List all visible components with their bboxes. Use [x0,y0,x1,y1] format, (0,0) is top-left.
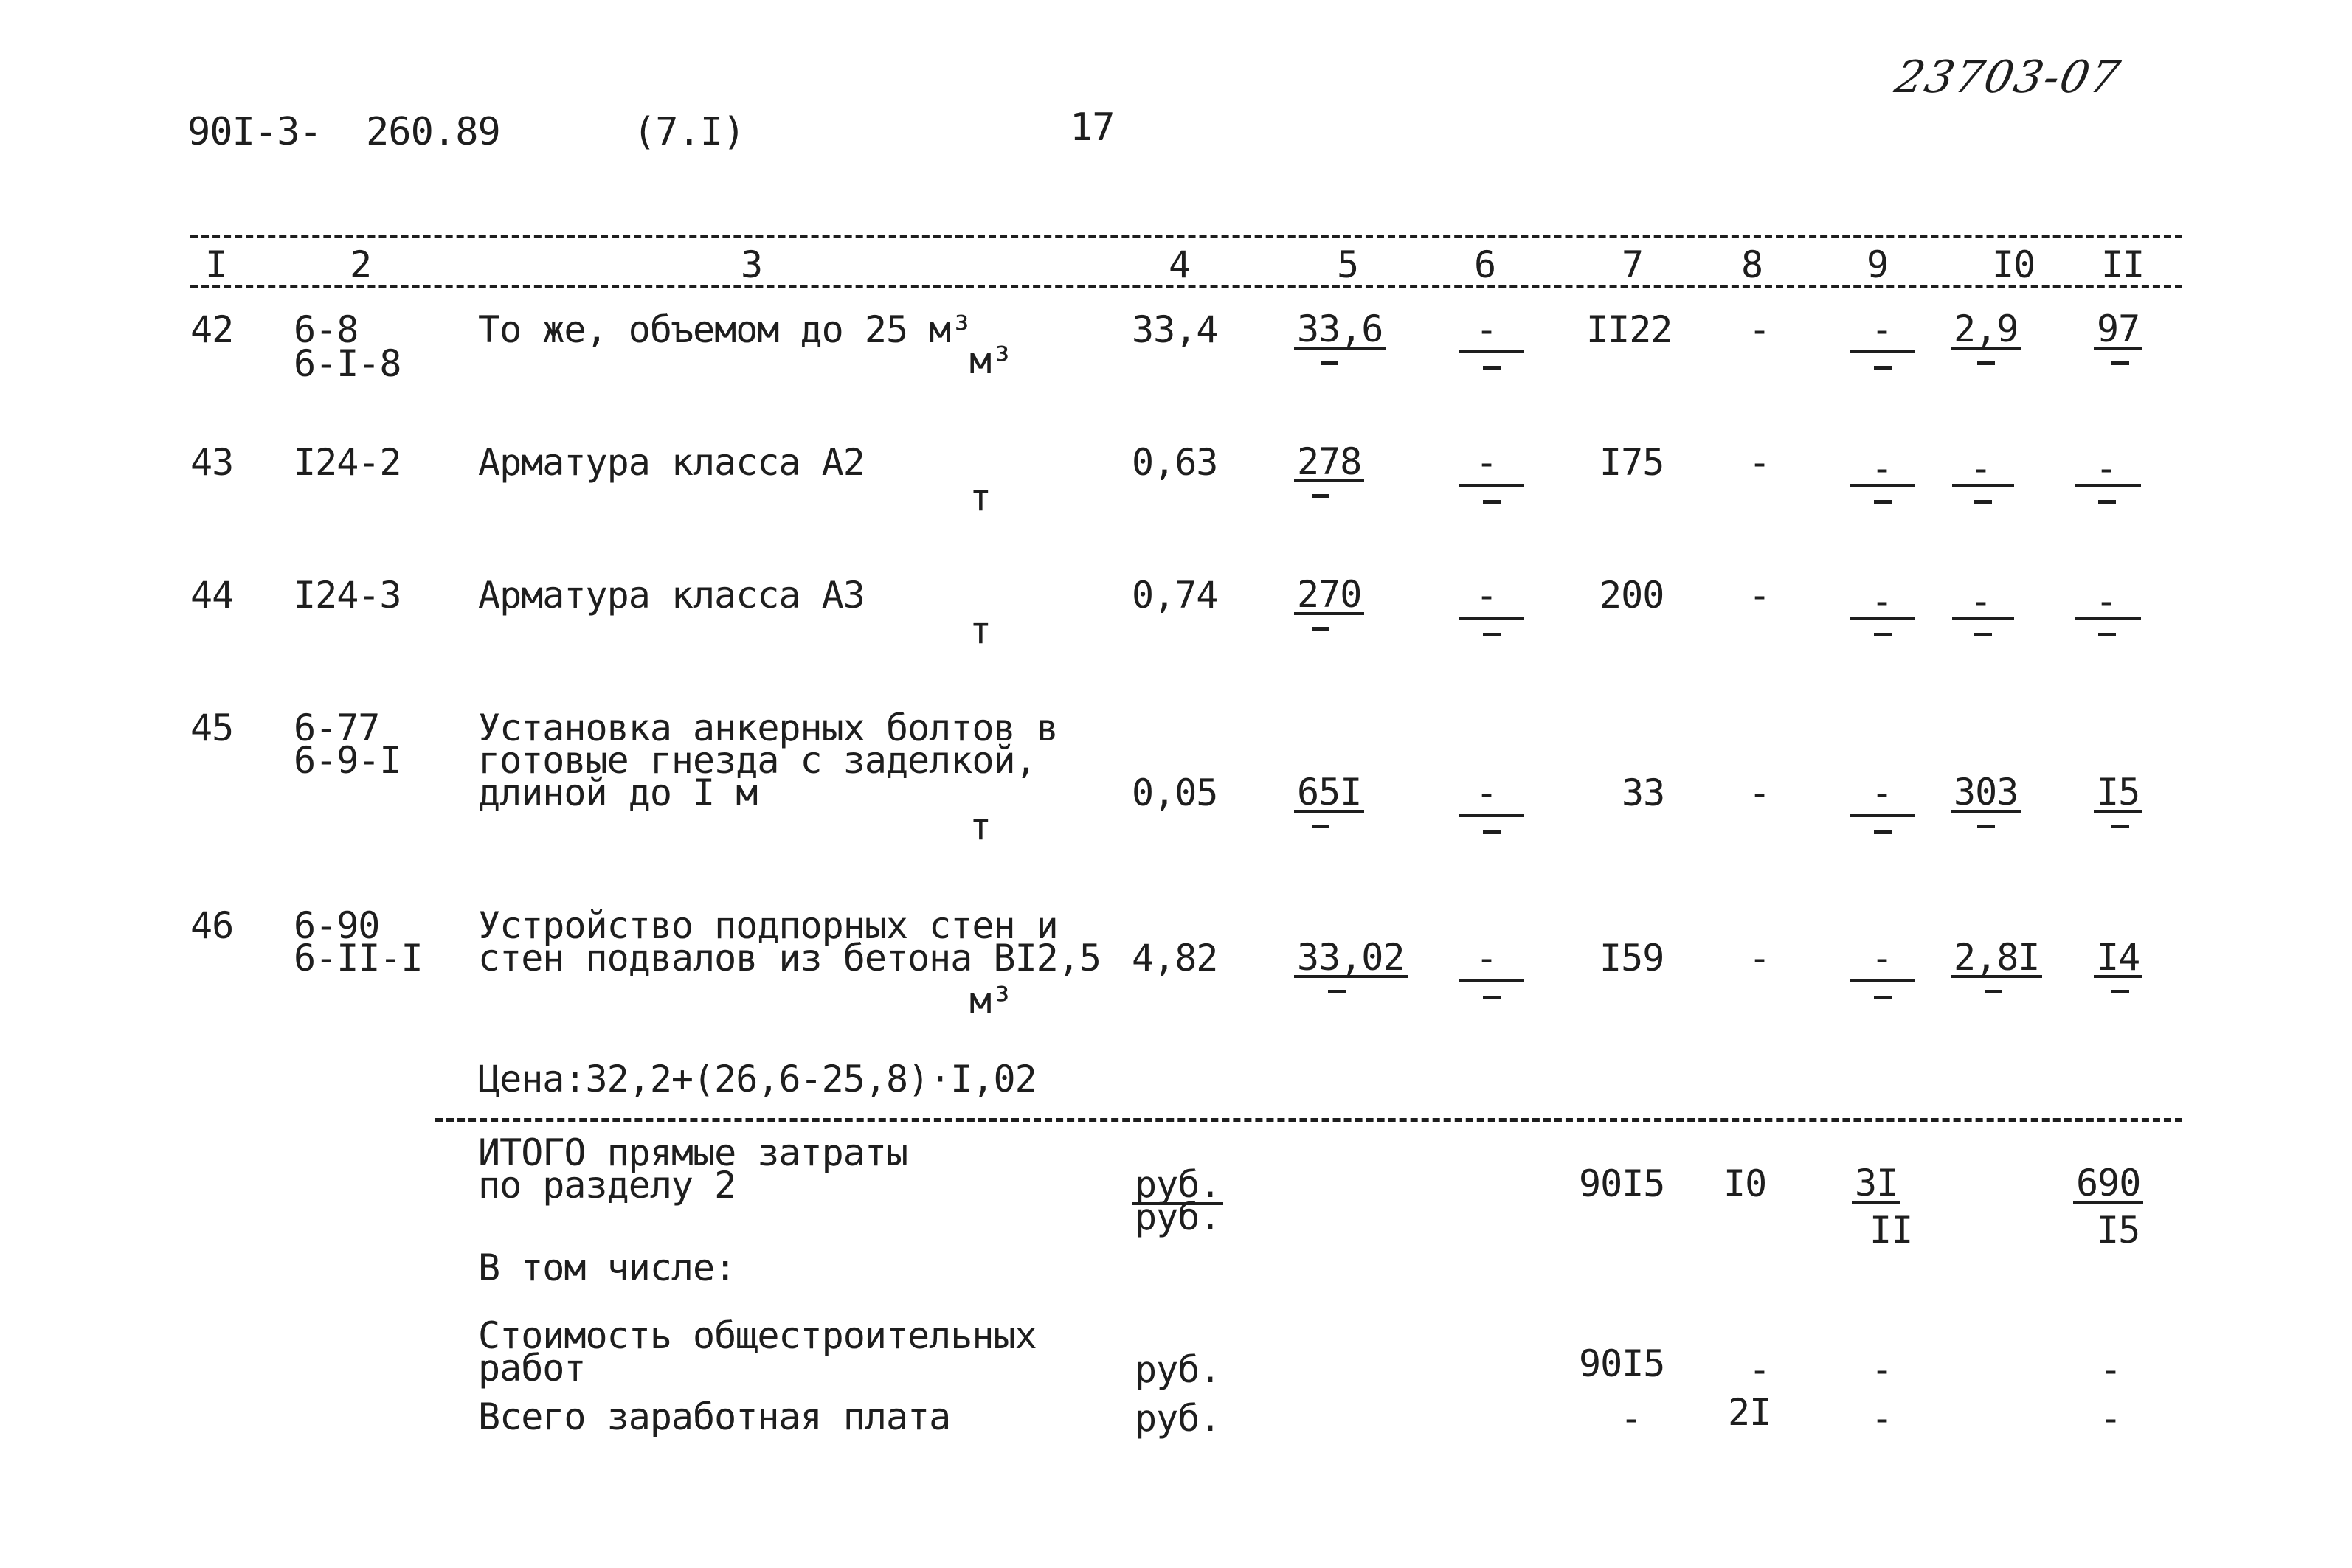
wages-cell-7: - [1620,1397,1642,1440]
dash-mark [1312,494,1329,498]
quantity: 0,74 [1132,574,1218,617]
norm-code: 6-77 [294,707,380,749]
general-works-label: работ [478,1347,586,1390]
fraction-line [1850,350,1915,353]
cell-8: - [1749,937,1771,979]
unit-price: 278 [1294,444,1364,482]
unit: м³ [969,339,1013,382]
col-header-4: 4 [1169,243,1191,286]
fraction-line [2075,617,2141,620]
unit-price: 33,6 [1294,311,1386,350]
norm-code: 6-I-8 [294,342,401,385]
cell-6: - [1476,441,1498,484]
fraction-line [1850,979,1915,982]
dash-mark [1328,990,1346,993]
dash-mark [1874,366,1892,370]
totals-label: по разделу 2 [478,1164,736,1207]
general-works-unit: руб. [1135,1348,1221,1391]
cell-7: I59 [1599,937,1664,979]
cell-10: - [1970,580,1992,622]
dash-mark [1312,825,1329,828]
wages-cell-11: - [2100,1397,2122,1440]
work-description: Устройство подпорных стен и [478,904,1058,947]
cell-6: - [1476,771,1498,814]
including-heading: В том числе: [478,1246,736,1289]
cell-11: - [2095,447,2117,490]
cell-9: - [1871,308,1893,351]
dash-mark [1483,500,1501,504]
dash-mark [1874,633,1892,636]
cell-6: - [1476,308,1498,351]
cell-7: 33 [1622,771,1665,814]
totals-unit-denominator: руб. [1135,1196,1221,1238]
totals-label: ИТОГО прямые затраты [478,1131,908,1174]
row-number: 44 [190,574,234,617]
cell-9: - [1871,771,1893,814]
cell-8: - [1749,441,1771,484]
unit: т [969,609,992,652]
archive-stamp: 23703-07 [1890,52,2126,103]
quantity: 0,05 [1132,771,1218,814]
work-description: Арматура класса А3 [478,574,865,617]
general-works-cell-8: - [1749,1348,1771,1391]
cell-9: - [1871,937,1893,979]
dash-mark [2111,990,2129,993]
page-number: 17 [1070,105,1115,150]
totals-cell-7: 90I5 [1579,1162,1665,1205]
col-header-7: 7 [1622,243,1644,286]
cell-11: I5 [2094,774,2142,813]
col-header-5: 5 [1337,243,1359,286]
dash-mark [1483,633,1501,636]
cell-6: - [1476,937,1498,979]
fraction-line [1459,484,1524,487]
price-formula: Цена:32,2+(26,6-25,8)·I,02 [478,1058,1037,1100]
quantity: 0,63 [1132,441,1218,484]
wages-cell-8: 2I [1728,1391,1771,1434]
row-number: 42 [190,308,234,351]
cell-11: 97 [2094,311,2142,350]
cell-10: 303 [1951,774,2021,813]
totals-cell-11-numerator: 690 [2073,1165,2143,1204]
section-number: (7.I) [633,110,745,154]
norm-code: 6-II-I [294,937,423,979]
totals-unit-numerator: руб. [1132,1167,1223,1205]
cell-7: II22 [1586,308,1673,351]
unit: т [969,805,992,848]
cell-11: I4 [2094,940,2142,978]
dash-mark [1312,627,1329,631]
dash-mark [2098,633,2116,636]
cell-11: - [2095,580,2117,622]
dash-mark [1483,996,1501,999]
dash-mark [1974,633,1992,636]
dash-mark [1985,990,2002,993]
dash-mark [1874,500,1892,504]
col-header-10: I0 [1992,243,2035,286]
col-header-11: II [2101,243,2145,286]
cell-9: - [1871,580,1893,622]
col-header-8: 8 [1741,243,1763,286]
document-code: 90I-3- [187,110,322,154]
work-description: Установка анкерных болтов в [478,707,1058,749]
norm-code: 6-9-I [294,739,401,782]
price-denominator-dash [1321,361,1338,365]
general-works-cell-11: - [2100,1348,2122,1391]
dash-mark [1874,830,1892,834]
totals-rule [435,1118,2182,1122]
header-top-rule [190,235,2182,238]
dash-mark [1483,830,1501,834]
fraction-line [1459,814,1524,817]
cell-8: - [1749,574,1771,617]
quantity: 4,82 [1132,937,1218,979]
col-header-3: 3 [741,243,763,286]
totals-cell-11-denominator: I5 [2097,1209,2140,1252]
work-description: стен подвалов из бетона ВI2,5 [478,937,1101,979]
general-works-cell-7: 90I5 [1579,1342,1665,1385]
fraction-line [1952,617,2014,620]
general-works-cell-9: - [1871,1348,1893,1391]
work-description: То же, объемом до 25 м³ [478,308,972,351]
row-number: 45 [190,707,234,749]
totals-cell-9-numerator: 3I [1852,1165,1900,1204]
dash-mark [2098,500,2116,504]
fraction-line [1952,484,2014,487]
fraction-line [1850,617,1915,620]
norm-code: I24-3 [294,574,401,617]
cell-10: - [1970,447,1992,490]
wages-cell-9: - [1871,1397,1893,1440]
unit-price: 270 [1294,577,1364,615]
totals-cell-9-denominator: II [1870,1209,1913,1252]
fraction-line [1850,814,1915,817]
work-description: длиной до I м [478,771,758,814]
unit: м³ [969,979,1013,1022]
fraction-line [1459,979,1524,982]
unit-price: 65I [1294,774,1364,813]
work-description: готовые гнезда с заделкой, [478,739,1037,782]
general-works-label: Стоимость общестроительных [478,1314,1037,1357]
work-description: Арматура класса А2 [478,441,865,484]
dash-mark [1977,361,1995,365]
unit-price: 33,02 [1294,940,1408,978]
row-number: 46 [190,904,234,947]
cell-7: I75 [1599,441,1664,484]
col-header-9: 9 [1867,243,1889,286]
dash-mark [1974,500,1992,504]
cell-10: 2,9 [1951,311,2021,350]
cell-8: - [1749,308,1771,351]
row-number: 43 [190,441,234,484]
dash-mark [2111,361,2129,365]
cell-8: - [1749,771,1771,814]
cell-9: - [1871,447,1893,490]
fraction-line [2075,484,2141,487]
cell-10: 2,8I [1951,940,2042,978]
dash-mark [1977,825,1995,828]
dash-mark [1483,366,1501,370]
totals-cell-8: I0 [1723,1162,1767,1205]
cell-7: 200 [1599,574,1664,617]
project-number: 260.89 [366,110,500,154]
cell-6: - [1476,574,1498,617]
wages-label: Всего заработная плата [478,1395,951,1438]
col-header-1: I [205,243,227,286]
dash-mark [1874,996,1892,999]
quantity: 33,4 [1132,308,1218,351]
wages-unit: руб. [1135,1397,1221,1440]
fraction-line [1459,350,1524,353]
col-header-6: 6 [1474,243,1496,286]
norm-code: 6-8 [294,308,359,351]
dash-mark [2111,825,2129,828]
norm-code: 6-90 [294,904,380,947]
fraction-line [1459,617,1524,620]
unit: т [969,476,992,519]
fraction-line [1850,484,1915,487]
norm-code: I24-2 [294,441,401,484]
col-header-2: 2 [350,243,372,286]
